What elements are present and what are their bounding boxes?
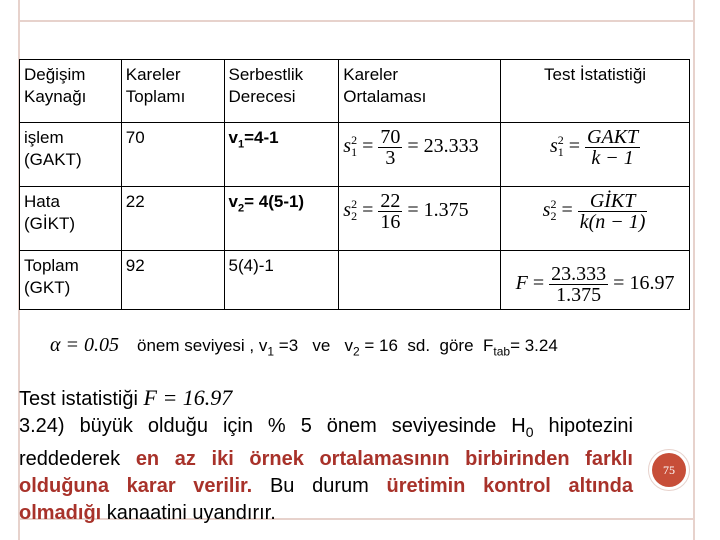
stat-formula: $s_2^2$ = $\frac{\text{GİKT}}{k(n - 1)}$ — [542, 190, 646, 233]
stat-cell — [501, 187, 690, 251]
ms-cell — [339, 123, 501, 187]
f-formula: F = $\frac{23.333}{1.375}$ = 16.97 — [515, 263, 675, 306]
stat-cell — [501, 251, 690, 310]
source-cell: Hata (GİKT) — [20, 187, 122, 251]
stat-formula: $s_1^2$ = $\frac{\text{GAKT}}{k - 1}$ — [549, 126, 639, 169]
header-cell: Değişim Kaynağı — [20, 60, 122, 123]
header-cell: Kareler Toplamı — [121, 60, 224, 123]
table-row — [20, 123, 690, 187]
stat-cell — [501, 123, 690, 187]
table-row — [20, 187, 690, 251]
ms-formula: $s_1^2$ = $\frac{70}{3}$ = 23.333 — [343, 126, 479, 169]
ms-cell — [339, 251, 501, 310]
ss-cell: 92 — [121, 251, 224, 310]
alpha-formula: α = 0.05 — [50, 334, 119, 356]
header-cell: Serbestlik Derecesi — [224, 60, 339, 123]
anova-table — [19, 59, 690, 310]
df-cell: 5(4)-1 — [224, 251, 339, 310]
source-cell: Toplam (GKT) — [20, 251, 122, 310]
conclusion-paragraph: Test istatistiği F = 16.97 3.24) büyük olduğu için % 5 önem seviyesinde $H_0$ hipotezini reddederek en az iki örnek ortalamasının birbirinden farklı olduğuna karar verilir. Bu durum üretimin kontrol altında olmadığı kanaatini uyandırır. — [19, 385, 633, 524]
table-row — [20, 251, 690, 310]
table-header-row — [20, 60, 690, 123]
f-result-formula: F = 16.97 — [143, 385, 233, 410]
significance-note: α = 0.05 önem seviyesi , $v_1 =3$ ve $v_2 = 16$ sd. göre $F_{tab}= 3.24$ — [50, 334, 558, 359]
source-cell: işlem (GAKT) — [20, 123, 122, 187]
frame-top-line — [18, 20, 695, 22]
ms-formula: $s_2^2$ = $\frac{22}{16}$ = 1.375 — [343, 190, 469, 233]
df-cell: $v_2= 4(5-1)$ — [224, 187, 339, 251]
header-cell: Test İstatistiği — [501, 60, 690, 123]
page-number-badge: 75 — [652, 453, 686, 487]
df-cell: $v_1=4-1$ — [224, 123, 339, 187]
ms-cell — [339, 187, 501, 251]
ss-cell: 70 — [121, 123, 224, 187]
frame-right-line — [693, 0, 695, 540]
ss-cell: 22 — [121, 187, 224, 251]
header-cell: Kareler Ortalaması — [339, 60, 501, 123]
